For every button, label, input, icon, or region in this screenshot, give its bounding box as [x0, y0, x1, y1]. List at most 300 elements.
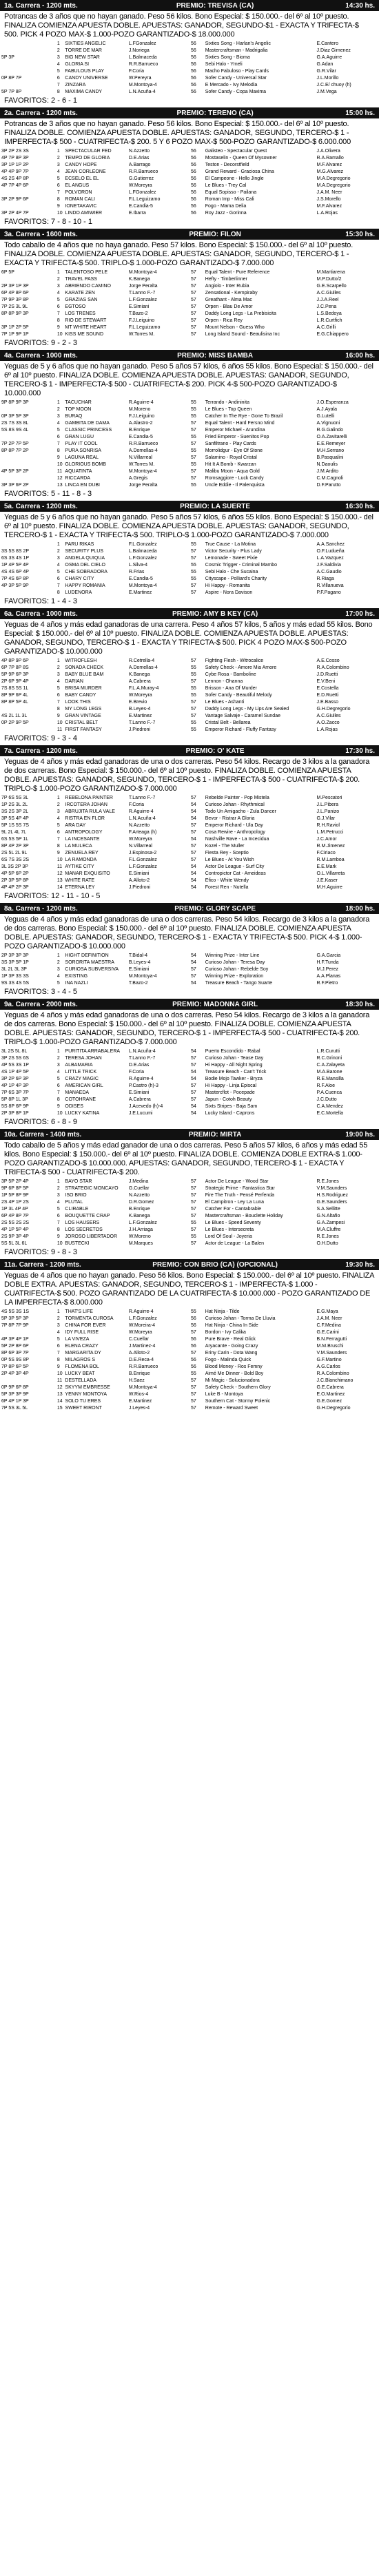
- entry-jockey: Jorge Peralta: [128, 483, 158, 488]
- entry-pedigree: Emperor Richard - Fluffy Fantasy: [205, 727, 276, 732]
- entry-trainer: V.M.Saunders: [316, 1351, 347, 1355]
- table-row: [0, 210, 379, 217]
- entry-form: 2S 7S 3S 8L: [1, 421, 29, 426]
- entry-jockey: M.Marques: [128, 1241, 153, 1246]
- entry-form: [0, 461, 56, 468]
- entry-trainer: L.A.Rojas: [316, 727, 338, 732]
- table-row: [0, 1384, 379, 1391]
- entry-trainer: G.J.Vilar: [316, 816, 336, 821]
- entry-trainer: R.M.Lamboa: [316, 858, 345, 862]
- race-header: [0, 745, 379, 756]
- entry-horse: KISS ME SOUND: [65, 332, 104, 337]
- entry-weight: 57: [190, 325, 196, 330]
- race-section: [0, 608, 379, 745]
- race-header: [0, 229, 379, 240]
- entry-number: 5: [57, 823, 60, 828]
- entry-form: 4P 5S 3S 1P: [1, 1063, 29, 1068]
- table-row: [0, 448, 379, 455]
- entry-jockey: M.Moreno: [128, 407, 151, 412]
- table-row: [0, 1192, 379, 1199]
- entry-weight: 55: [190, 563, 196, 568]
- entry-jockey: L.F.Gonzalez: [128, 298, 157, 302]
- entry-trainer: E.V.Beni: [316, 679, 336, 684]
- table-row: [0, 196, 379, 203]
- entry-pedigree: Curioso Johan - Tease Day: [205, 1056, 264, 1061]
- entry-form: 4P 1P 4P 3P: [1, 1083, 29, 1088]
- entry-jockey: R.Frias: [128, 570, 145, 574]
- entry-weight: 56: [190, 211, 196, 216]
- entry-horse: GRAN VINTAGE: [65, 714, 101, 718]
- entry-pedigree: Mastercraftsman - Bouclette Holiday: [205, 1214, 283, 1218]
- entry-trainer: M.G.Alvarez: [316, 169, 344, 174]
- table-row: [0, 1378, 379, 1384]
- entry-horse: LOOK THIS: [65, 700, 91, 705]
- table-row: [0, 658, 379, 665]
- entry-form: 7P 1P 9P 1P: [1, 332, 29, 337]
- table-row: [0, 427, 379, 434]
- entry-form: 6P 4P 8P 6P: [1, 291, 29, 295]
- entry-horse: SPECTACULAR FED: [65, 149, 112, 154]
- entry-weight: 57: [190, 1406, 196, 1411]
- entry-number: 5: [57, 69, 60, 74]
- table-row: [0, 1240, 379, 1247]
- entry-weight: 56: [190, 163, 196, 167]
- race-prize: PREMIO: MADONNA GIRL: [172, 1000, 258, 1008]
- race-time: 16:30 hs.: [345, 502, 375, 510]
- entry-trainer: O.H.Dutto: [316, 1241, 338, 1246]
- entry-number: 8: [57, 1097, 60, 1102]
- entry-jockey: R.R.Barrueco: [128, 169, 158, 174]
- entry-horse: GAMBITA DE DAMA: [65, 421, 110, 426]
- entry-number: 2: [57, 277, 60, 282]
- entry-jockey: L.F.Gonzalez: [128, 864, 157, 869]
- entry-jockey: K.Banega: [128, 1214, 150, 1218]
- race-prize: PREMIO: GLORY SCAPE: [174, 904, 256, 913]
- entry-pedigree: Safety Check - Amore Mia Amore: [205, 665, 277, 670]
- entry-number: 1: [57, 542, 60, 547]
- entry-number: 4: [57, 169, 60, 174]
- entry-jockey: F.L.Leguizamo: [128, 197, 161, 202]
- entry-form: 3P 5S 4P 4P: [1, 816, 29, 821]
- entry-weight: 55: [190, 672, 196, 677]
- entry-jockey: A.Alastro-2: [128, 421, 153, 426]
- entry-number: 5: [57, 1207, 60, 1212]
- entry-number: 3: [57, 672, 60, 677]
- table-row: [0, 1234, 379, 1240]
- race-section: [0, 350, 379, 501]
- race-favorites: FAVORITOS: 1 - 4 - 3: [4, 597, 77, 605]
- entry-number: 6: [57, 76, 60, 81]
- entry-trainer: A.J.Ayala: [316, 407, 337, 412]
- entry-jockey: N.Villarreal: [128, 844, 152, 849]
- entry-weight: 56: [190, 190, 196, 195]
- entry-horse: IRCOTERA JOHAN: [65, 802, 107, 807]
- entry-trainer: M.J.Perez: [316, 967, 339, 972]
- entry-trainer: M.F.Alvarez: [316, 163, 342, 167]
- entry-form: 2P 6P 9P 4P: [1, 679, 29, 684]
- entry-number: 10: [57, 1241, 63, 1246]
- entry-number: 2: [57, 1186, 60, 1191]
- race-conditions: Yeguas de 4 años que no hayan ganado. Peso 56 kilos. Bono Especial: $ 150.000.- del 6º al 10º puesto. FINALIZA DOBLE EXTRA. APUESTAS: GANADOR, SEGUNDO, TERCERO-$ 1 - IMPERFECTA-$ 1.000 - CUATRIFECTA-$ 500. POZO GARANTIZADO DE LA CUATRIFECTA-$ 10.000.000 - POZO GARANTIZADO DE LA IMPERFECTA-$ 8.000.000: [4, 1271, 374, 1307]
- entry-number: 7: [57, 83, 60, 87]
- race-time: 18:30 hs.: [345, 1000, 375, 1008]
- entry-number: 5: [57, 570, 60, 574]
- table-row: [0, 1083, 379, 1090]
- entry-trainer: G.E.Gomez: [316, 1399, 342, 1404]
- entry-weight: 57: [190, 1330, 196, 1335]
- entries-table: [0, 541, 379, 596]
- table-row: [0, 590, 379, 596]
- entry-trainer: O.F.Ludueña: [316, 549, 345, 554]
- entry-trainer: E.G.Maya: [316, 1309, 338, 1314]
- entry-horse: PLUTAL: [65, 1200, 83, 1205]
- entry-form: 5S 8P 6P 9P: [1, 1104, 29, 1109]
- entry-form: 3L 2L 3L 3P: [1, 967, 27, 972]
- entry-form: 9P 8P 9P 3P: [1, 400, 29, 405]
- entry-form: 3P 3P 6P 2P: [1, 483, 29, 488]
- entry-weight: 55: [190, 577, 196, 581]
- entry-trainer: R.Riaga: [316, 577, 334, 581]
- entry-form: 2P 4P 3P 4P: [1, 1371, 29, 1376]
- entry-number: 1: [57, 658, 60, 663]
- table-row: [0, 685, 379, 692]
- entry-form: 4S 1P 4P 5P: [1, 1070, 29, 1074]
- table-row: [0, 434, 379, 441]
- entry-weight: 57: [190, 967, 196, 972]
- entry-number: 13: [57, 878, 63, 883]
- entry-form: 2S 9P 3P 4P: [1, 1234, 29, 1239]
- entry-number: 1: [57, 149, 60, 154]
- entry-pedigree: Hefty - Timberlinner: [205, 277, 247, 282]
- entry-weight: 56: [190, 183, 196, 188]
- table-row: [0, 331, 379, 338]
- entry-horse: LUCKY BEAT: [65, 1371, 95, 1376]
- table-row: [0, 850, 379, 857]
- entries-table: [0, 148, 379, 217]
- entry-trainer: J.C.Amor: [316, 837, 337, 842]
- entry-horse: SORORITA MAESTRA: [65, 960, 114, 965]
- table-row: [0, 68, 379, 75]
- entry-form: [0, 48, 56, 54]
- entry-form: [0, 406, 56, 413]
- entry-horse: MT WHITE HEART: [65, 325, 107, 330]
- entry-trainer: G.H.Degregorio: [316, 1406, 351, 1411]
- entry-number: 3: [57, 55, 60, 60]
- table-row: [0, 959, 379, 966]
- entry-weight: 57: [190, 455, 196, 460]
- entry-pedigree: Lemonade - Sweet Pixie: [205, 556, 258, 561]
- entry-jockey: M.Montoya-4: [128, 974, 157, 979]
- entry-number: 7: [57, 1090, 60, 1095]
- entry-number: 3: [57, 163, 60, 167]
- table-row: [0, 1316, 379, 1322]
- entry-trainer: E.E.Remeyer: [316, 442, 346, 446]
- entry-horse: TACUCHAR: [65, 400, 92, 405]
- entry-form: [0, 727, 56, 734]
- entry-jockey: L.FGonzalez: [128, 41, 156, 46]
- entry-weight: 57: [190, 476, 196, 481]
- entry-weight: 54: [190, 1077, 196, 1081]
- entry-trainer: E.Costella: [316, 686, 339, 691]
- entry-jockey: W.Moreyra: [128, 837, 152, 842]
- entry-trainer: A.Vignuoni: [316, 421, 340, 426]
- entry-number: 1: [57, 41, 60, 46]
- entry-trainer: R.C.Grinoni: [316, 1056, 342, 1061]
- entries-table: [0, 399, 379, 489]
- table-row: [0, 89, 379, 96]
- entry-weight: 54: [190, 878, 196, 883]
- entry-form: 3P 2P 9P 6P: [1, 197, 29, 202]
- entry-weight: 55: [190, 1234, 196, 1239]
- entry-horse: GLORIA SI: [65, 62, 90, 67]
- entry-number: 8: [57, 1358, 60, 1362]
- entry-form: [0, 1378, 56, 1384]
- entries-table: [0, 269, 379, 338]
- entry-horse: OSMA DEL CIELO: [65, 563, 105, 568]
- entry-trainer: G.R.Vilar: [316, 69, 336, 74]
- entry-trainer: R.A.Colombino: [316, 665, 349, 670]
- race-time: 16:00 hs.: [345, 351, 375, 360]
- entry-trainer: J.L.Morillo: [316, 76, 339, 81]
- entry-weight: 57: [190, 1063, 196, 1068]
- entry-form: 3P 5P 2P 4P: [1, 1179, 29, 1184]
- entry-pedigree: Pure Brave - Real Glick: [205, 1337, 256, 1342]
- entry-jockey: K.Banega: [128, 277, 150, 282]
- entry-form: 2S 5L 2L 9L: [1, 851, 28, 855]
- entry-trainer: J.J.A.Reel: [316, 298, 339, 302]
- entry-number: 10: [57, 1111, 63, 1116]
- entry-jockey: F.J.Leiguino: [128, 414, 155, 419]
- entry-jockey: L.F.Gonzalez: [128, 1316, 157, 1321]
- entry-jockey: B.Enrique: [128, 1371, 150, 1376]
- table-row: [0, 1062, 379, 1069]
- race-conditions: Yeguas de 4 años y más edad ganadoras de una carrera. Peso 4 años 57 kilos, 5 años y más edad 55 kilos. Bono Especial: $ 150.000.- del 6º al 10º puesto. FINALIZA DOBLE. COMIENZA APUESTA DOBLE. APUESTAS: GANADOR, SEGUNDO, TERCERO-$ 1 - EXACTA Y TRIFECTA-$ 500. PICK 4 POZO MAX-$ 500-POZO GARANTIZADO-$ 10.000.000: [4, 621, 373, 656]
- entry-trainer: J.M.Vega: [316, 90, 337, 94]
- entry-form: 7P 2P 7P 5P: [1, 442, 29, 446]
- entry-form: [0, 455, 56, 461]
- entry-number: 5: [57, 1077, 60, 1081]
- entry-trainer: J.D.Ruetti: [316, 672, 338, 677]
- table-row: [0, 1357, 379, 1364]
- entry-form: 3P 2P 2S 3S: [1, 149, 29, 154]
- entry-pedigree: Bodie Mojo Tawker - Bryza: [205, 1077, 263, 1081]
- entry-number: 6: [57, 1083, 60, 1088]
- entry-trainer: A.C.Giulles: [316, 291, 341, 295]
- race-number: 8a. Carrera - 1200 mts.: [4, 904, 78, 913]
- table-row: [0, 420, 379, 427]
- entry-trainer: C.A.Mendez: [316, 1104, 344, 1109]
- table-row: [0, 809, 379, 816]
- entry-weight: 56: [190, 69, 196, 74]
- table-row: [0, 399, 379, 406]
- entry-jockey: A.Cabrera: [128, 679, 151, 684]
- entry-jockey: C.Cuellar: [128, 1337, 150, 1342]
- entry-number: 5: [57, 176, 60, 181]
- entry-trainer: G.E.Carini: [316, 1330, 339, 1335]
- entry-weight: 54: [190, 1111, 196, 1116]
- entry-jockey: M.Montoya-4: [128, 583, 157, 588]
- entry-form: 8P 8P 9P 3P: [1, 311, 29, 316]
- entry-form: 4P 4P 2P 3P: [1, 885, 29, 890]
- entry-horse: CHARY CITY: [65, 577, 94, 581]
- entry-horse: ARA DAY: [65, 823, 86, 828]
- entry-form: 5S 8S 9S 4L: [1, 428, 29, 433]
- entry-jockey: J.Leyes-4: [128, 1406, 150, 1411]
- entry-pedigree: Cristal Belt - Bellarea: [205, 720, 251, 725]
- entry-number: 8: [57, 448, 60, 453]
- entry-jockey: R.R.Barrueco: [128, 62, 158, 67]
- entry-pedigree: Curioso Johan - Torma De Lluvia: [205, 1316, 276, 1321]
- entry-form: [0, 1329, 56, 1336]
- entry-jockey: J.Acevedo (h)-4: [128, 1104, 163, 1109]
- entry-number: 5: [57, 981, 60, 986]
- table-row: [0, 1110, 379, 1117]
- table-row: [0, 61, 379, 68]
- entry-weight: 55: [190, 1221, 196, 1225]
- entry-trainer: A.A.Sanchez: [316, 542, 345, 547]
- table-row: [0, 48, 379, 54]
- entry-pedigree: Hat Ninja - Tilde: [205, 1309, 240, 1314]
- race-favorites: FAVORITOS: 12 - 11 - 10 - 5: [4, 892, 101, 900]
- entry-jockey: A.Alloto-2: [128, 878, 150, 883]
- race-time: 17:00 hs.: [345, 610, 375, 618]
- entry-form: 4P 4P 9P 7P: [1, 169, 29, 174]
- entry-trainer: V.M.Saunders: [316, 1186, 347, 1191]
- entry-number: 1: [57, 1309, 60, 1314]
- race-conditions: Potrancas de 3 años que no hayan ganado. Peso 56 kilos. Bono Especial: $ 150.000.- del 6º al 10º puesto. FINALIZA DOBLE. COMIENZA APUESTA DOBLE. APUESTAS: GANADOR, SEGUNDO, TERCERO-$ 1 - IMPERFECTA-$ 500 - CUATRIFECTA-$ 200. 5 Y 6 POZO MAX-$ 500-POZO GARANTIZADO-$ 6.000.000: [4, 120, 351, 146]
- entry-number: 10: [57, 332, 63, 337]
- entry-jockey: E.Candia-5: [128, 435, 153, 439]
- entry-form: [0, 276, 56, 283]
- race-prize: PREMIO: AMY B KEY (CA): [172, 610, 258, 618]
- table-row: [0, 871, 379, 877]
- table-row: [0, 1185, 379, 1192]
- entry-trainer: E.E.Mark: [316, 864, 337, 869]
- entry-form: 7P 9P 3P 8P: [1, 298, 29, 302]
- entry-trainer: J.L.Pibera: [316, 802, 339, 807]
- table-row: [0, 1220, 379, 1227]
- race-favorites: FAVORITOS: 7 - 8 - 10 - 1: [4, 218, 92, 226]
- entry-trainer: E.C.Mortella: [316, 1111, 344, 1116]
- entry-number: 2: [57, 48, 60, 53]
- entry-number: 9: [57, 1104, 60, 1109]
- entry-form: 7P 6S 5S 3L: [1, 796, 29, 800]
- table-row: [0, 148, 379, 155]
- race-favorites: FAVORITOS: 3 - 4 - 5: [4, 988, 77, 996]
- entry-number: 4: [57, 62, 60, 67]
- entry-trainer: F.Ciriaco: [316, 851, 336, 855]
- entry-pedigree: Zensational - Kempiraby: [205, 291, 258, 295]
- race-conditions: Yeguas de 4 años y más edad ganadoras de una o dos carreras. Peso 54 kilos. Recargo de 3 kilos a la ganadora de dos carreras. Bono Especial: $ 150.000.- del 6º al 10º puesto. FINALIZA DOBLE. COMIENZA APUESTA DOBLE. APUESTAS: GANADOR, SEGUNDO, TERCERO-$ 1 - EXACTA Y TRIFECTA-$ 500. PICK 4-$ 1.000-POZO GARANTIZADO-$ 10.000.000: [4, 915, 370, 951]
- entry-form: [0, 706, 56, 713]
- entry-trainer: N.Daoulis: [316, 462, 338, 467]
- entry-form: 9P 6P 8P 5P: [1, 1186, 29, 1191]
- entry-horse: SWEET RIRONT: [65, 1406, 102, 1411]
- entry-weight: 55: [190, 448, 196, 453]
- entry-number: 3: [57, 414, 60, 419]
- entry-pedigree: Mostaselin - Queen Of Mysowner: [205, 156, 277, 160]
- entry-pedigree: Fire The Truth - Pensé Perfenda: [205, 1193, 275, 1198]
- entry-pedigree: Fiesta Rey - Sceptio: [205, 851, 249, 855]
- entry-jockey: G.Gutierrez: [128, 176, 154, 181]
- entry-horse: SOLO TU ERES: [65, 1399, 101, 1404]
- table-row: [0, 816, 379, 822]
- entry-weight: 55: [190, 693, 196, 698]
- entry-weight: 55: [190, 462, 196, 467]
- entry-number: 13: [57, 483, 63, 488]
- entry-pedigree: Hit It A Bomb - Kwarzan: [205, 462, 256, 467]
- entry-weight: 57: [190, 823, 196, 828]
- entry-form: [0, 61, 56, 68]
- entry-pedigree: Mastercflot - Pocepade: [205, 1090, 255, 1095]
- entry-jockey: A.Barrago: [128, 163, 151, 167]
- entry-horse: BIG NEW STAR: [65, 55, 100, 60]
- entry-jockey: B.Enrique: [128, 1207, 150, 1212]
- entry-number: 8: [57, 318, 60, 323]
- entry-jockey: F.L.Leguizamo: [128, 325, 161, 330]
- entry-horse: LOS HAUSERS: [65, 1221, 100, 1225]
- entry-pedigree: Cosmic Trigger - Criminal Mambo: [205, 563, 278, 568]
- entry-horse: TORRE DE MAR: [65, 48, 102, 53]
- entry-trainer: M.A.Barone: [316, 1070, 342, 1074]
- entry-form: 0P 5S 9S 8P: [1, 1358, 29, 1362]
- entry-weight: 56: [190, 204, 196, 209]
- entry-number: 6: [57, 1214, 60, 1218]
- entry-horse: PARU RIKAS: [65, 542, 94, 547]
- entry-number: 4: [57, 974, 60, 979]
- entry-horse: CURIOSA SUBVERSIVA: [65, 967, 119, 972]
- entry-form: 4S 4S 6P 4P: [1, 570, 29, 574]
- entry-pedigree: El Campitron - Ley La Luna: [205, 1200, 264, 1205]
- entry-trainer: J.E.Basso: [316, 700, 339, 705]
- entry-pedigree: Aimé Me Dinner - Bold Boy: [205, 1371, 264, 1376]
- race-section: [0, 999, 379, 1129]
- entry-jockey: E.Martinez: [128, 590, 152, 595]
- entry-form: 3P 1P 2P 5P: [1, 325, 29, 330]
- entry-weight: 56: [190, 83, 196, 87]
- entry-trainer: L.A.Rojas: [316, 211, 338, 216]
- entry-horse: LA MULECA: [65, 844, 92, 849]
- entry-horse: ETERNA LEY: [65, 885, 95, 890]
- entry-number: 9: [57, 455, 60, 460]
- entry-trainer: G.E.Scarpello: [316, 284, 347, 289]
- entry-form: 3S 3P 5P 1P: [1, 960, 29, 965]
- entry-number: 12: [57, 1385, 63, 1390]
- entry-jockey: J.Martinez-4: [128, 1344, 156, 1349]
- entry-trainer: R.Villanueva: [316, 583, 344, 588]
- entry-trainer: L.A.Vazquez: [316, 556, 344, 561]
- entry-trainer: M.A.Degregorio: [316, 183, 351, 188]
- entry-number: 7: [57, 311, 60, 316]
- race-number: 5a. Carrera - 1200 mts.: [4, 502, 78, 510]
- entry-weight: 55: [190, 727, 196, 732]
- entry-trainer: J.E.Kaser: [316, 878, 338, 883]
- entry-trainer: J.S.Morello: [316, 197, 341, 202]
- entry-weight: 54: [190, 981, 196, 986]
- table-row: [0, 162, 379, 169]
- entry-form: 2S 4P 1P 2S: [1, 1200, 29, 1205]
- entry-weight: 56: [190, 156, 196, 160]
- entry-jockey: W.Rios-4: [128, 1392, 149, 1397]
- entry-pedigree: Aryacante - Going Crazy: [205, 1344, 258, 1349]
- entry-jockey: T.Bazo-2: [128, 981, 148, 986]
- entry-trainer: G.N.Altafio: [316, 1214, 340, 1218]
- entry-number: 3: [57, 967, 60, 972]
- entry-trainer: J.Diaz Gimenez: [316, 48, 351, 53]
- entry-jockey: E.Simiani: [128, 304, 150, 309]
- table-row: [0, 795, 379, 802]
- race-section: [0, 903, 379, 999]
